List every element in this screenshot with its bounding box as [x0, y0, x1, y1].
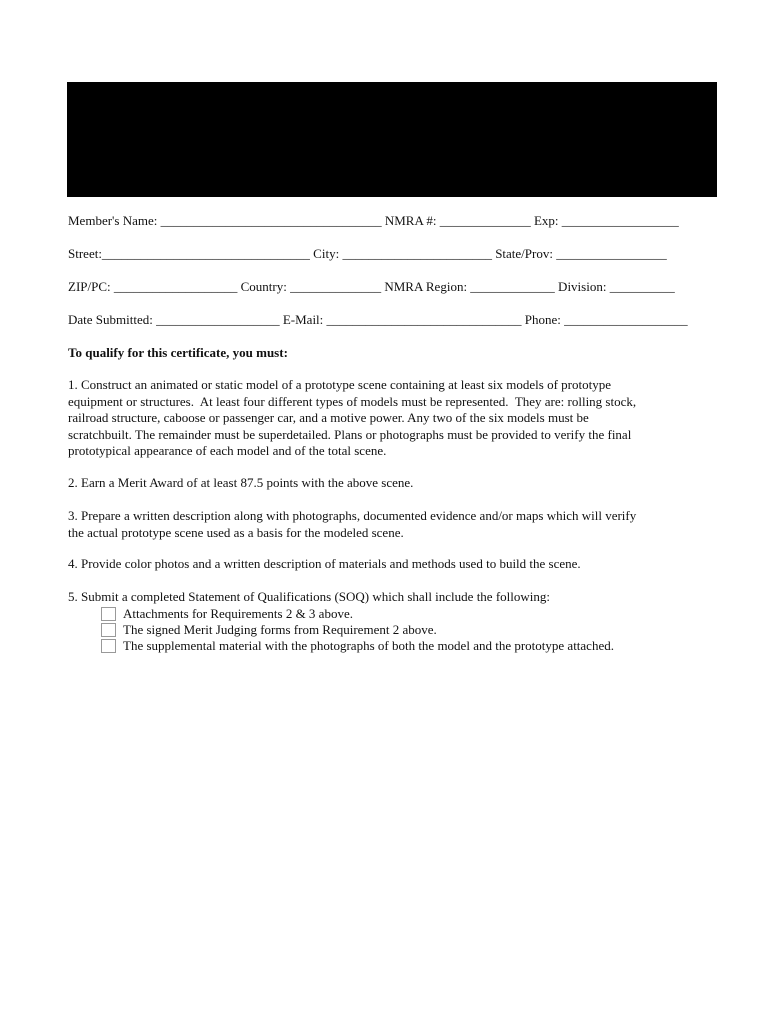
- checkbox[interactable]: [101, 607, 116, 621]
- checklist-label: The supplemental material with the photographs of both the model and the prototype attached.: [123, 638, 614, 653]
- requirement-5-line: 5. Submit a completed Statement of Qualifications (SOQ) which shall include the following:: [68, 589, 550, 604]
- requirement-2: [68, 475, 688, 492]
- address-line[interactable]: Street:________________________________ City: _______________________ State/Prov: _________________: [68, 246, 667, 261]
- checklist-item: [101, 622, 437, 638]
- requirement-1-line: equipment or structures. At least four different types of models must be represented. They are: rolling stock,: [68, 393, 637, 409]
- requirement-1-line: prototypical appearance of each model and of the total scene.: [68, 443, 387, 458]
- requirement-1: [68, 377, 688, 460]
- requirement-4: [68, 556, 688, 573]
- checklist-item: [101, 606, 353, 622]
- checklist-label: Attachments for Requirements 2 & 3 above.: [123, 606, 353, 621]
- checklist-item: [101, 638, 614, 654]
- checkbox[interactable]: [101, 639, 116, 653]
- requirement-1-line: scratchbuilt. The remainder must be superdetailed. Plans or photographs must be provided to verify the final: [68, 426, 632, 442]
- requirement-1-line: railroad structure, caboose or passenger car, and a motive power. Any two of the six models must be: [68, 410, 589, 425]
- header-banner: [67, 82, 717, 197]
- requirement-3-line: the actual prototype scene used as a basis for the modeled scene.: [68, 524, 404, 540]
- requirement-5: [68, 589, 688, 606]
- checklist-label: The signed Merit Judging forms from Requirement 2 above.: [123, 622, 437, 637]
- region-line[interactable]: ZIP/PC: ___________________ Country: ______________ NMRA Region: _____________ Division: __________: [68, 279, 675, 294]
- requirement-3-line: 3. Prepare a written description along with photographs, documented evidence and/or maps which will verify: [68, 508, 637, 523]
- member-info-line[interactable]: Member's Name: __________________________________ NMRA #: ______________ Exp: __________________: [68, 213, 679, 228]
- checkbox[interactable]: [101, 623, 116, 637]
- requirement-1-line: 1. Construct an animated or static model of a prototype scene containing at least six models of prototype: [68, 377, 611, 392]
- requirement-3: [68, 508, 688, 541]
- requirement-2-line: 2. Earn a Merit Award of at least 87.5 points with the above scene.: [68, 475, 414, 490]
- contact-line[interactable]: Date Submitted: ___________________ E-Mail: ______________________________ Phone: ___________________: [68, 312, 688, 327]
- requirement-4-line: 4. Provide color photos and a written description of materials and methods used to build the scene.: [68, 556, 581, 571]
- section-heading: To qualify for this certificate, you must:: [68, 345, 288, 360]
